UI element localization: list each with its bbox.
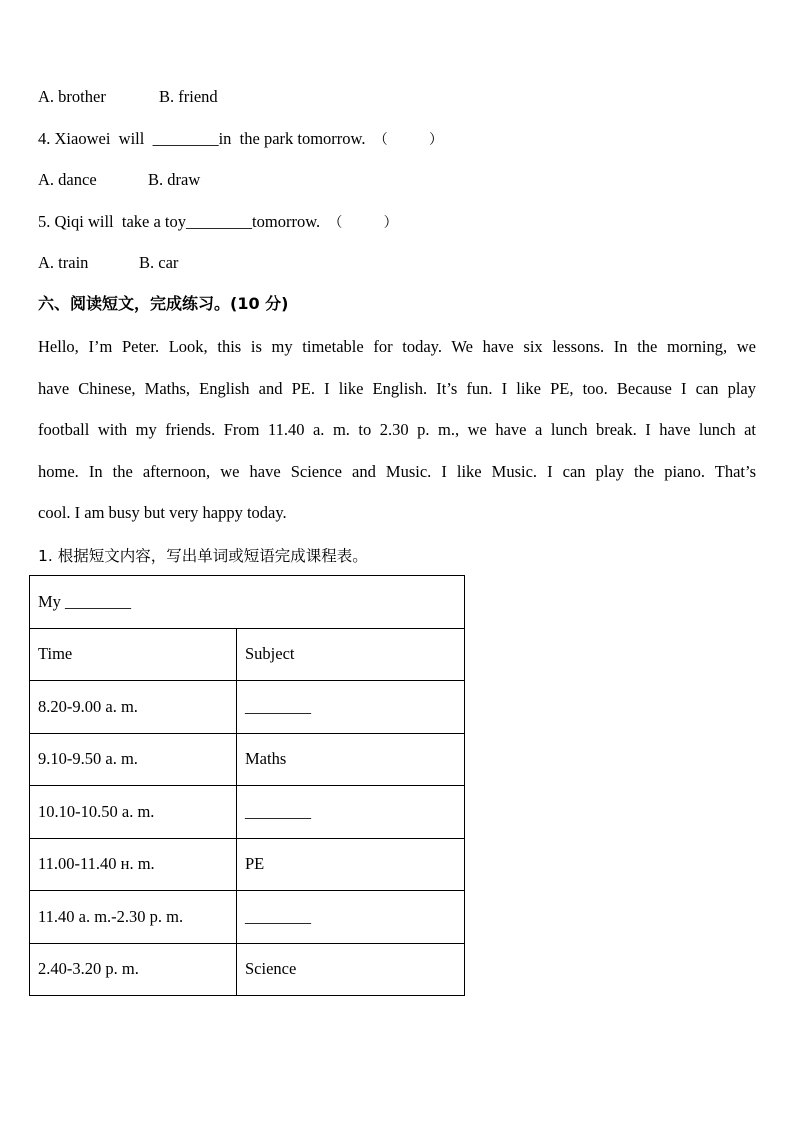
question-5 (38, 212, 398, 233)
option-a: A. brother (38, 87, 106, 106)
subject-cell: ________ (237, 786, 465, 839)
reading-passage (38, 326, 756, 534)
sub-question-1: 1. 根据短文内容，写出单词或短语完成课程表。 (38, 547, 368, 565)
option-b: B. car (139, 253, 179, 272)
table-row (30, 943, 465, 996)
subject-cell: ________ (237, 681, 465, 734)
timetable (29, 575, 465, 996)
question-4-text-before: 4. Xiaowei will (38, 129, 153, 148)
subject-cell: Science (237, 943, 465, 996)
subject-cell: Maths (237, 733, 465, 786)
table-row (30, 733, 465, 786)
passage-line: cool. I am busy but very happy today. (38, 503, 287, 522)
time-cell: 11.40 a. m.-2.30 p. m. (30, 891, 237, 944)
passage-line: Hello, I’m Peter. Look, this is my timetable for today. We have six lessons. In the morning, we (38, 337, 756, 356)
passage-line: home. In the afternoon, we have Science and Music. I like Music. I can play the piano. That’s (38, 461, 756, 481)
option-b: B. friend (159, 87, 218, 106)
option-b: B. draw (148, 170, 201, 189)
time-cell: 11.00-11.40 н. m. (30, 838, 237, 891)
question-4-blank: ________ (152, 129, 219, 148)
option-a: A. dance (38, 170, 97, 189)
option-a: A. train (38, 253, 89, 272)
subject-cell: ________ (237, 891, 465, 944)
table-row (30, 838, 465, 891)
section-heading: 六、阅读短文，完成练习。(10 分) (38, 294, 289, 313)
timetable-title-prefix: My (38, 591, 66, 611)
passage-line: football with my friends. From 11.40 a. m. to 2.30 p. m., we have a lunch break. I have lunch at (38, 420, 756, 439)
timetable-title (30, 576, 465, 629)
passage-line: have Chinese, Maths, English and PE. I like English. It’s fun. I like PE, too. Because I can play (38, 378, 756, 398)
time-cell: 2.40-3.20 p. m. (30, 943, 237, 996)
timetable-title-blank: ________ (65, 591, 132, 611)
question-4-text-after: in the park tomorrow. (218, 129, 366, 148)
answer-paren-open: （ (328, 215, 343, 231)
question-4 (38, 129, 443, 150)
time-cell: 8.20-9.00 a. m. (30, 681, 237, 734)
question-5-text-after: tomorrow. (252, 212, 321, 231)
answer-paren-close: ） (429, 132, 444, 148)
table-row (30, 891, 465, 944)
question-5-blank: ________ (186, 212, 253, 231)
column-header-time: Time (30, 628, 237, 681)
table-row (30, 786, 465, 839)
time-cell: 9.10-9.50 a. m. (30, 733, 237, 786)
timetable-header-row (30, 628, 465, 681)
timetable-title-row (30, 576, 465, 629)
answer-paren-open: （ (373, 132, 388, 148)
question-5-text-before: 5. Qiqi will take a toy (38, 212, 187, 231)
table-row (30, 681, 465, 734)
subject-cell: PE (237, 838, 465, 891)
answer-paren-close: ） (383, 215, 398, 231)
column-header-subject: Subject (237, 628, 465, 681)
time-cell: 10.10-10.50 a. m. (30, 786, 237, 839)
